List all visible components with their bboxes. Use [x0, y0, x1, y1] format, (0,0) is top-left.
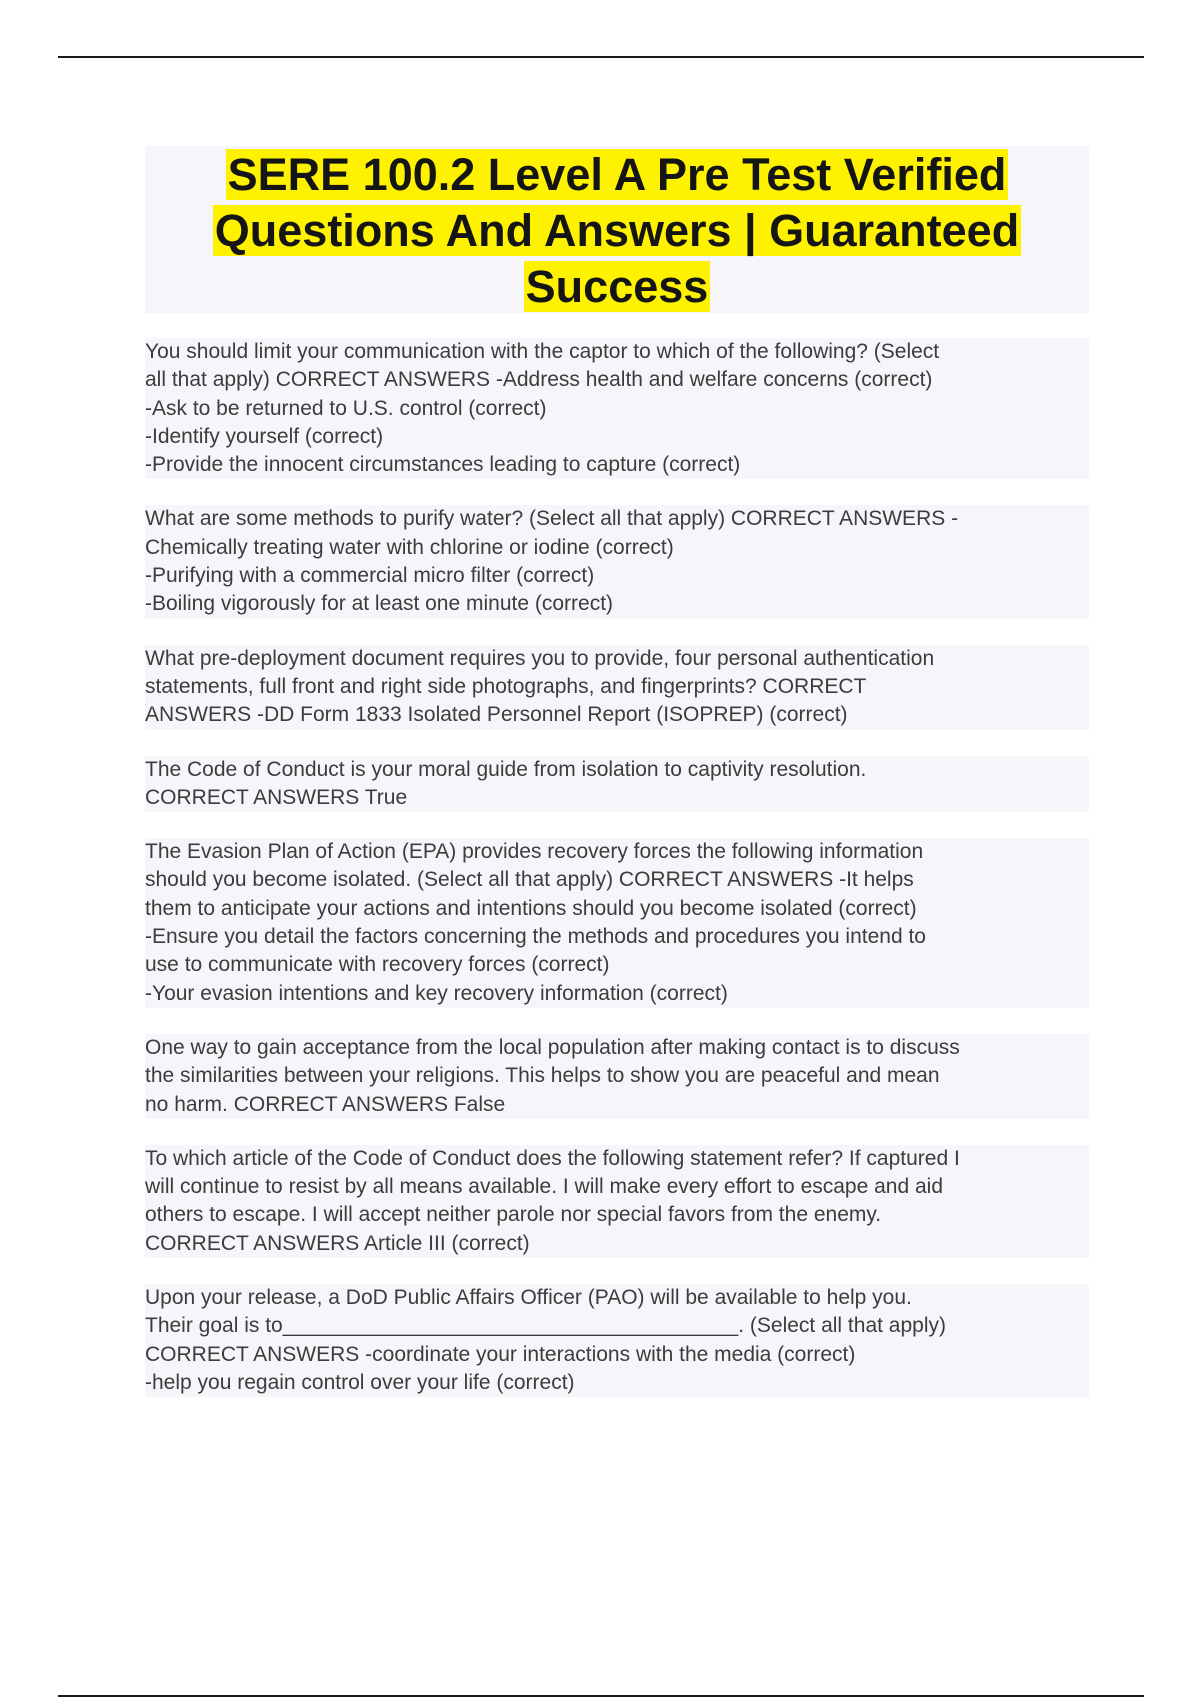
answer-line: -Boiling vigorously for at least one minute (correct)	[145, 592, 614, 616]
answer-line: Chemically treating water with chlorine or iodine (correct)	[145, 535, 674, 559]
answer-line: CORRECT ANSWERS -coordinate your interactions with the media (correct)	[145, 1342, 856, 1366]
question-line: all that apply) CORRECT ANSWERS -Address health and welfare concerns (correct)	[145, 368, 933, 392]
title-line: SERE 100.2 Level A Pre Test Verified	[227, 149, 1007, 200]
question-line: should you become isolated. (Select all that apply) CORRECT ANSWERS -It helps	[145, 868, 914, 892]
answer-line: ANSWERS -DD Form 1833 Isolated Personnel Report (ISOPREP) (correct)	[145, 703, 848, 727]
answer-line: CORRECT ANSWERS Article III (correct)	[145, 1231, 530, 1255]
question-block	[145, 1145, 1089, 1258]
answer-line: -Provide the innocent circumstances leading to capture (correct)	[145, 453, 741, 477]
answer-line: -help you regain control over your life (correct)	[145, 1370, 575, 1394]
question-block	[145, 838, 1089, 1008]
question-line: One way to gain acceptance from the local population after making contact is to discuss	[145, 1035, 960, 1059]
answer-line: CORRECT ANSWERS True	[145, 785, 408, 809]
title-line: Questions And Answers | Guaranteed	[214, 205, 1020, 256]
question-block	[145, 756, 1089, 813]
answer-line: use to communicate with recovery forces (correct)	[145, 953, 610, 977]
question-line: Their goal is to_______________________________________. (Select all that apply)	[145, 1314, 946, 1338]
title-box	[145, 146, 1089, 313]
title-line: Success	[525, 261, 709, 312]
document-title	[145, 146, 1089, 315]
question-block	[145, 1284, 1089, 1397]
questions-list	[145, 338, 1089, 1423]
question-line: You should limit your communication with the captor to which of the following? (Select	[145, 340, 940, 363]
question-line: The Evasion Plan of Action (EPA) provides recovery forces the following information	[145, 840, 924, 864]
top-rule	[58, 56, 1144, 58]
answer-line: -Ask to be returned to U.S. control (correct)	[145, 396, 547, 420]
answer-line: -Ensure you detail the factors concerning the methods and procedures you intend to	[145, 925, 926, 949]
question-line: What are some methods to purify water? (Select all that apply) CORRECT ANSWERS -	[145, 507, 959, 531]
question-block	[145, 645, 1089, 730]
answer-line: -Your evasion intentions and key recovery information (correct)	[145, 981, 728, 1005]
question-line: will continue to resist by all means available. I will make every effort to escape and aid	[145, 1175, 944, 1199]
question-line: What pre-deployment document requires you to provide, four personal authentication	[145, 646, 935, 670]
question-line: others to escape. I will accept neither parole nor special favors from the enemy.	[145, 1203, 882, 1227]
question-block	[145, 505, 1089, 618]
answer-line: -Identify yourself (correct)	[145, 424, 384, 448]
answer-line: -Purifying with a commercial micro filter (correct)	[145, 564, 595, 588]
bottom-rule	[58, 1695, 1144, 1697]
question-line: To which article of the Code of Conduct does the following statement refer? If captured I	[145, 1146, 960, 1170]
question-line: statements, full front and right side photographs, and fingerprints? CORRECT	[145, 674, 867, 698]
question-block	[145, 338, 1089, 479]
question-block	[145, 1034, 1089, 1119]
answer-line: them to anticipate your actions and intentions should you become isolated (correct)	[145, 896, 917, 920]
answer-line: no harm. CORRECT ANSWERS False	[145, 1092, 506, 1116]
question-line: The Code of Conduct is your moral guide from isolation to captivity resolution.	[145, 757, 867, 781]
question-line: the similarities between your religions. This helps to show you are peaceful and mean	[145, 1064, 940, 1088]
question-line: Upon your release, a DoD Public Affairs Officer (PAO) will be available to help you.	[145, 1286, 912, 1310]
